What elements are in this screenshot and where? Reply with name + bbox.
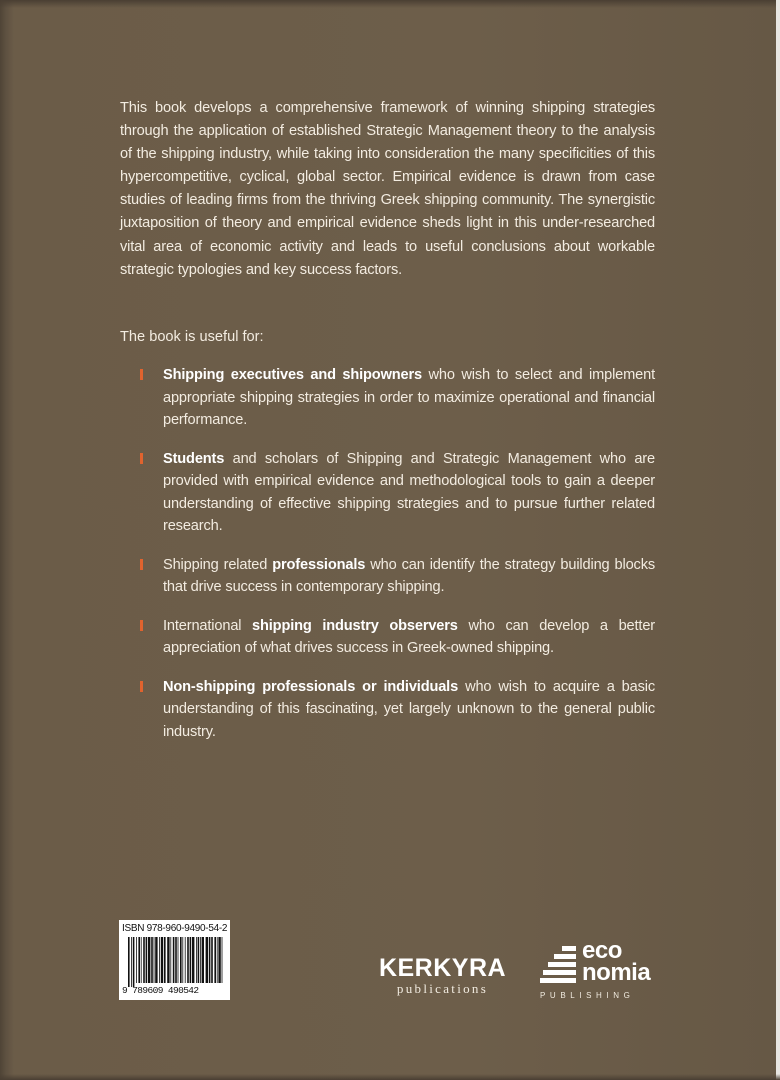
audience-list — [138, 364, 655, 759]
bullet-marker-icon — [140, 453, 143, 464]
audience-item-students — [138, 448, 655, 538]
audience-rest-text: who can identify the strategy building blocks that drive success in contemporary shipping. — [163, 556, 655, 595]
audience-bold-text: professionals — [272, 556, 366, 573]
intro-paragraph: This book develops a comprehensive framework of winning shipping strategies through the application of established Strategic Management theory to the analysis of the shipping industry, while taking into consideration the many specificities of this hypercompetitive, cyclical, global sector. Empirical evidence is drawn from case studies of leading firms from the thriving Greek shipping community. The synergistic juxtaposition of theory and empirical evidence sheds light in this under-researched vital area of economic activity and leads to useful conclusions about workable strategic typologies and key success factors. — [120, 100, 655, 278]
isbn-label: ISBN 978-960-9490-54-2 — [122, 923, 228, 934]
bullet-marker-icon — [140, 559, 143, 570]
audience-rest-text: who wish to acquire a basic understanding of this fascinating, yet largely unknown to the general public industry. — [163, 678, 655, 740]
audience-lead-text: Shipping related — [163, 556, 273, 573]
audience-rest-text: and scholars of Shipping and Strategic Management who are provided with empirical evidence and methodological tools to gain a deeper understanding of effective shipping strategies and to pursue further related research. — [163, 450, 655, 534]
audience-item-non-shipping — [138, 676, 655, 744]
audience-item-professionals — [138, 554, 655, 599]
bullet-marker-icon — [140, 369, 143, 380]
economia-eco-text: eco — [582, 937, 622, 964]
kerkyra-name: KERKYRA — [378, 954, 507, 982]
kerkyra-publications-logo — [370, 955, 515, 996]
economia-bars-icon — [540, 944, 580, 986]
audience-bold-text: Shipping executives and shipowners — [163, 367, 422, 383]
bullet-marker-icon — [140, 681, 143, 692]
audience-item-observers — [138, 615, 655, 660]
bullet-marker-icon — [140, 620, 143, 631]
audience-bold-text: shipping industry observers — [252, 617, 458, 634]
cover-top-edge — [0, 0, 780, 8]
economia-nomia-text: nomia — [582, 959, 651, 986]
kerkyra-subtitle: publications — [396, 981, 489, 996]
cover-right-edge — [776, 0, 780, 1080]
isbn-barcode-block — [119, 920, 230, 1000]
audience-bold-text: Students — [163, 450, 225, 467]
cover-bottom-edge — [0, 1074, 780, 1080]
barcode-digits: 9 789609 490542 — [122, 985, 199, 996]
economia-publishing-text: PUBLISHING — [540, 991, 635, 1000]
audience-item-executives — [138, 364, 655, 432]
audience-rest-text: who can develop a better appreciation of what drives success in Greek-owned shipping. — [163, 617, 655, 656]
audience-lead-text: International — [163, 617, 253, 634]
audience-rest-text: who wish to select and implement appropriate shipping strategies in order to maximize operational and financial performance. — [163, 367, 655, 428]
audience-bold-text: Non-shipping professionals or individuals — [163, 678, 459, 695]
useful-for-heading: The book is useful for: — [120, 329, 264, 345]
economia-publishing-logo — [538, 937, 658, 1004]
barcode-icon — [122, 937, 227, 987]
